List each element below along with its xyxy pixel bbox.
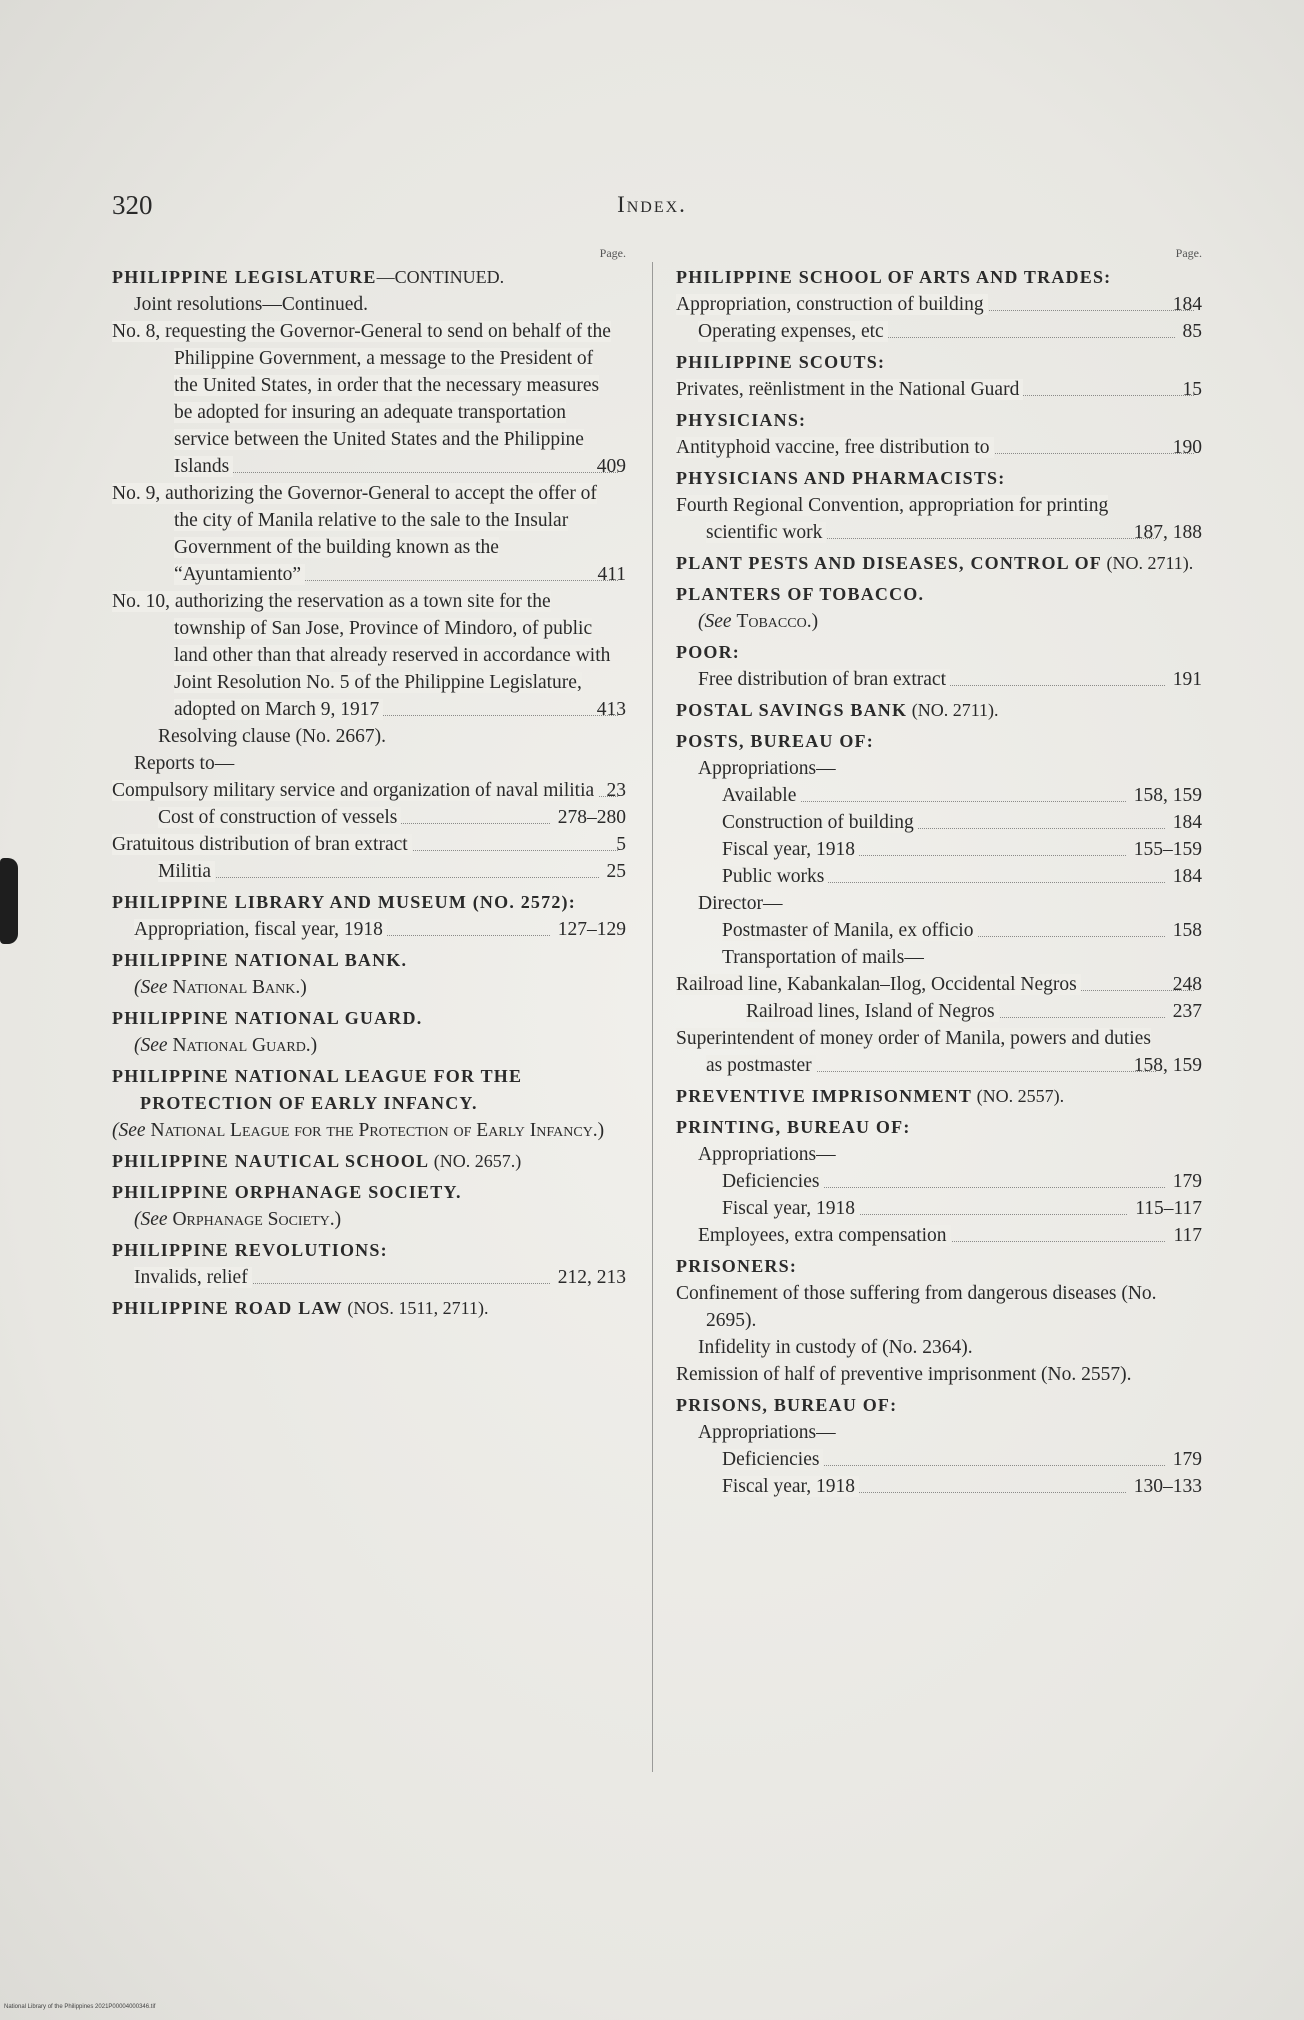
index-heading bbox=[112, 1063, 626, 1117]
entry-text-wrap bbox=[112, 480, 618, 588]
entry-text-wrap bbox=[676, 434, 1194, 461]
index-heading bbox=[112, 1005, 626, 1032]
index-subentry: Director— bbox=[698, 893, 783, 914]
index-heading bbox=[112, 264, 626, 291]
page-reference: 15 bbox=[1182, 379, 1202, 400]
index-entry-with-page bbox=[112, 777, 626, 804]
index-entry-with-page bbox=[676, 998, 1202, 1025]
heading-text: PHILIPPINE ORPHANAGE SOCIETY. bbox=[112, 1182, 462, 1202]
entry-text: Gratuitous distribution of bran extract bbox=[112, 834, 412, 855]
entry-text-wrap bbox=[676, 376, 1194, 403]
entry-text-wrap bbox=[746, 998, 1165, 1025]
see-target: National Guard.) bbox=[172, 1035, 318, 1056]
entry-text: Operating expenses, etc bbox=[698, 321, 888, 342]
page-number: 320 bbox=[112, 190, 153, 220]
entry-text: Appropriation, fiscal year, 1918 bbox=[134, 919, 387, 940]
entry-text: Railroad lines, Island of Negros bbox=[746, 1001, 999, 1022]
dot-leader bbox=[174, 472, 618, 473]
entry-text-wrap bbox=[112, 588, 618, 723]
entry-text-wrap bbox=[676, 971, 1194, 998]
see-target: Tobacco.) bbox=[736, 611, 819, 632]
page-reference: 127–129 bbox=[557, 919, 626, 940]
entry-text: Deficiencies bbox=[722, 1171, 823, 1192]
page-column-label: Page. bbox=[599, 246, 626, 260]
see-reference bbox=[112, 974, 626, 1001]
heading-text: POOR: bbox=[676, 642, 740, 662]
page-reference: 184 bbox=[1172, 294, 1202, 315]
index-entry-with-page bbox=[676, 666, 1202, 693]
page-reference: 158 bbox=[1172, 920, 1202, 941]
page-reference: 179 bbox=[1172, 1171, 1202, 1192]
index-entry-with-page bbox=[676, 291, 1202, 318]
see-target: Orphanage Society.) bbox=[172, 1209, 342, 1230]
page-column-label: Page. bbox=[1175, 246, 1202, 260]
index-subentry: Confinement of those suffering from dangerous diseases (No. 2695). bbox=[676, 1283, 1157, 1331]
entry-text: Militia bbox=[158, 861, 215, 882]
index-heading bbox=[112, 1237, 626, 1264]
page-reference: 413 bbox=[596, 699, 626, 720]
entry-text-wrap bbox=[676, 291, 1194, 318]
entry-text-wrap bbox=[112, 318, 618, 480]
heading-reference: (NO. 2711). bbox=[1101, 553, 1194, 573]
index-heading bbox=[676, 728, 1202, 755]
index-subentry: Reports to— bbox=[134, 753, 235, 774]
heading-text: PHILIPPINE LIBRARY AND MUSEUM (NO. 2572): bbox=[112, 892, 576, 912]
entry-text-wrap bbox=[112, 831, 618, 858]
index-entry-with-page bbox=[112, 831, 626, 858]
index-subentry: Resolving clause (No. 2667). bbox=[158, 726, 387, 747]
entry-text-wrap bbox=[158, 804, 550, 831]
heading-text: PHILIPPINE ROAD LAW bbox=[112, 1298, 343, 1318]
heading-text: POSTS, BUREAU OF: bbox=[676, 731, 874, 751]
index-heading bbox=[112, 889, 626, 916]
page-reference: 190 bbox=[1172, 437, 1202, 458]
page-reference: 278–280 bbox=[557, 807, 626, 828]
index-entry-with-page bbox=[112, 916, 626, 943]
entry-text: Cost of construction of vessels bbox=[158, 807, 401, 828]
entry-text-wrap bbox=[722, 1168, 1165, 1195]
index-entry-with-page bbox=[676, 1195, 1202, 1222]
entry-text: Privates, reënlistment in the National Guard bbox=[676, 379, 1023, 400]
binding-mark bbox=[0, 858, 18, 944]
index-heading bbox=[676, 639, 1202, 666]
index-heading bbox=[676, 697, 1202, 724]
page-reference: 411 bbox=[597, 564, 626, 585]
heading-reference: (NOS. 1511, 2711). bbox=[342, 1298, 489, 1318]
index-entry-with-page bbox=[676, 1025, 1202, 1079]
index-entry-with-page bbox=[676, 434, 1202, 461]
index-entry-with-page bbox=[112, 858, 626, 885]
index-subentry: Remission of half of preventive imprisonment (No. 2557). bbox=[676, 1364, 1132, 1385]
see-reference bbox=[676, 608, 1202, 635]
page-reference: 115–117 bbox=[1135, 1198, 1202, 1219]
entry-text: Railroad line, Kabankalan–Ilog, Occidental Negros bbox=[676, 974, 1081, 995]
index-entry-with-page bbox=[676, 917, 1202, 944]
entry-text-wrap bbox=[722, 1195, 1127, 1222]
entry-text: Free distribution of bran extract bbox=[698, 669, 950, 690]
index-entry-with-page bbox=[112, 1264, 626, 1291]
index-entry-with-page bbox=[676, 971, 1202, 998]
page-reference: 25 bbox=[606, 861, 626, 882]
dot-leader bbox=[158, 877, 599, 878]
index-entry-with-page bbox=[676, 863, 1202, 890]
see-prefix: (See bbox=[134, 1035, 173, 1056]
entry-text-wrap bbox=[722, 809, 1165, 836]
heading-reference: (NO. 2557). bbox=[972, 1086, 1065, 1106]
entry-text: Deficiencies bbox=[722, 1449, 823, 1470]
heading-text: PRISONS, BUREAU OF: bbox=[676, 1395, 898, 1415]
see-target: National League for the Protection of Early Infancy.) bbox=[150, 1120, 605, 1141]
see-reference bbox=[112, 1206, 626, 1233]
heading-text: PHILIPPINE REVOLUTIONS: bbox=[112, 1240, 388, 1260]
index-heading bbox=[676, 581, 1202, 608]
index-subentry: Appropriations— bbox=[698, 758, 836, 779]
page-reference: 23 bbox=[606, 780, 626, 801]
see-prefix: (See bbox=[698, 611, 737, 632]
page-reference: 184 bbox=[1172, 812, 1202, 833]
index-entry-with-page bbox=[676, 318, 1202, 345]
index-subentry: Appropriations— bbox=[698, 1144, 836, 1165]
index-entries-right bbox=[676, 264, 1202, 1500]
see-target: National Bank.) bbox=[172, 977, 307, 998]
index-heading bbox=[676, 1253, 1202, 1280]
entry-text: No. 9, authorizing the Governor-General to accept the offer of the city of Manila relative to the sale to the Insular Government of the building known as the “Ayuntamiento” bbox=[112, 483, 597, 585]
heading-text: PHILIPPINE NAUTICAL SCHOOL bbox=[112, 1151, 430, 1171]
see-prefix: (See bbox=[112, 1120, 151, 1141]
entry-text-wrap bbox=[722, 1473, 1126, 1500]
index-subentry: Joint resolutions—Continued. bbox=[134, 294, 368, 315]
heading-reference: (NO. 2711). bbox=[907, 700, 999, 720]
entry-text: No. 10, authorizing the reservation as a town site for the township of San Jose, Province of Mindoro, of public land other than that already reserved in accordance with Joint Resolution No. 5 of the Philippine Legislature, adopted on March 9, 1917 bbox=[112, 591, 611, 720]
page-reference: 248 bbox=[1172, 974, 1202, 995]
page-reference: 85 bbox=[1182, 321, 1202, 342]
index-entry-with-page bbox=[676, 1473, 1202, 1500]
heading-reference: —CONTINUED. bbox=[376, 267, 505, 287]
entry-text: Available bbox=[722, 785, 800, 806]
entry-text: Construction of building bbox=[722, 812, 918, 833]
entry-text: Appropriation, construction of building bbox=[676, 294, 988, 315]
index-heading bbox=[676, 550, 1202, 577]
heading-text: PHILIPPINE SCHOOL OF ARTS AND TRADES: bbox=[676, 267, 1112, 287]
entry-text-wrap bbox=[134, 1264, 550, 1291]
entry-text-wrap bbox=[722, 917, 1165, 944]
entry-text-wrap bbox=[158, 858, 599, 885]
entry-text: Antityphoid vaccine, free distribution to bbox=[676, 437, 994, 458]
see-reference bbox=[112, 1117, 626, 1144]
heading-text: PHILIPPINE LEGISLATURE bbox=[112, 267, 377, 287]
entry-text-wrap bbox=[698, 318, 1175, 345]
see-prefix: (See bbox=[134, 977, 173, 998]
index-heading bbox=[676, 1114, 1202, 1141]
index-heading bbox=[112, 1295, 626, 1322]
entry-text-wrap bbox=[722, 863, 1165, 890]
page-reference: 179 bbox=[1172, 1449, 1202, 1470]
page-reference: 117 bbox=[1173, 1225, 1202, 1246]
entry-text: Public works bbox=[722, 866, 828, 887]
page-reference: 130–133 bbox=[1133, 1476, 1202, 1497]
entry-text-wrap bbox=[698, 666, 1165, 693]
heading-text: PHILIPPINE NATIONAL LEAGUE FOR THE PROTECTION OF EARLY INFANCY. bbox=[112, 1066, 523, 1113]
scan-footer: National Library of the Philippines 2021P00004000346.tif bbox=[4, 2004, 156, 2010]
page-reference: 158, 159 bbox=[1133, 785, 1202, 806]
index-subentry: Appropriations— bbox=[698, 1422, 836, 1443]
index-column-left bbox=[112, 246, 626, 1322]
index-heading bbox=[676, 407, 1202, 434]
entry-text: Postmaster of Manila, ex officio bbox=[722, 920, 977, 941]
index-entry-with-page bbox=[112, 804, 626, 831]
heading-text: PHILIPPINE NATIONAL GUARD. bbox=[112, 1008, 423, 1028]
entry-text-wrap bbox=[722, 1446, 1165, 1473]
index-column-right bbox=[676, 246, 1202, 1500]
page-reference: 158, 159 bbox=[1133, 1055, 1202, 1076]
running-head: Index. bbox=[617, 192, 687, 217]
index-heading bbox=[676, 264, 1202, 291]
entry-text: Fiscal year, 1918 bbox=[722, 839, 859, 860]
index-entry-with-page bbox=[112, 588, 626, 723]
index-entry-with-page bbox=[676, 836, 1202, 863]
index-entry-with-page bbox=[676, 1446, 1202, 1473]
index-entry-with-page bbox=[676, 492, 1202, 546]
entry-text: Superintendent of money order of Manila, powers and duties as postmaster bbox=[676, 1028, 1151, 1076]
heading-text: POSTAL SAVINGS BANK bbox=[676, 700, 908, 720]
page-reference: 155–159 bbox=[1133, 839, 1202, 860]
entry-text-wrap bbox=[134, 916, 550, 943]
index-entry-with-page bbox=[676, 809, 1202, 836]
index-heading bbox=[676, 349, 1202, 376]
index-heading bbox=[112, 947, 626, 974]
index-heading bbox=[676, 1083, 1202, 1110]
entry-text: Fourth Regional Convention, appropriation for printing scientific work bbox=[676, 495, 1109, 543]
index-subentry: Transportation of mails— bbox=[722, 947, 924, 968]
heading-text: PRISONERS: bbox=[676, 1256, 798, 1276]
page-reference: 409 bbox=[596, 456, 626, 477]
entry-text-wrap bbox=[676, 1025, 1156, 1079]
entry-text: Fiscal year, 1918 bbox=[722, 1198, 859, 1219]
entry-text-wrap bbox=[722, 836, 1126, 863]
entry-text: Compulsory military service and organization of naval militia bbox=[112, 780, 598, 801]
column-divider bbox=[652, 262, 653, 1772]
heading-text: PHYSICIANS AND PHARMACISTS: bbox=[676, 468, 1006, 488]
index-entry-with-page bbox=[112, 480, 626, 588]
page-reference: 191 bbox=[1172, 669, 1202, 690]
index-entry-with-page bbox=[676, 782, 1202, 809]
entry-text: No. 8, requesting the Governor-General to send on behalf of the Philippine Government, a message to the President of the United States, in order that the necessary measures be adopted for insuring an adequate transportation service between the United States and the Philippine Islands bbox=[112, 321, 611, 477]
index-entry-with-page bbox=[112, 318, 626, 480]
index-heading bbox=[112, 1148, 626, 1175]
heading-text: PHILIPPINE NATIONAL BANK. bbox=[112, 950, 408, 970]
page-reference: 5 bbox=[616, 834, 626, 855]
index-entries-left bbox=[112, 264, 626, 1322]
heading-text: PREVENTIVE IMPRISONMENT bbox=[676, 1086, 973, 1106]
see-reference bbox=[112, 1032, 626, 1059]
heading-text: PHYSICIANS: bbox=[676, 410, 807, 430]
index-entry-with-page bbox=[676, 1168, 1202, 1195]
index-entry-with-page bbox=[676, 376, 1202, 403]
heading-reference: (NO. 2657.) bbox=[429, 1151, 522, 1171]
see-prefix: (See bbox=[134, 1209, 173, 1230]
page-reference: 212, 213 bbox=[557, 1267, 626, 1288]
index-subentry: Infidelity in custody of (No. 2364). bbox=[698, 1337, 973, 1358]
entry-text: Employees, extra compensation bbox=[698, 1225, 951, 1246]
heading-text: PLANT PESTS AND DISEASES, CONTROL OF bbox=[676, 553, 1102, 573]
entry-text-wrap bbox=[112, 777, 618, 804]
entry-text-wrap bbox=[722, 782, 1126, 809]
heading-text: PLANTERS OF TOBACCO. bbox=[676, 584, 925, 604]
page-reference: 237 bbox=[1172, 1001, 1202, 1022]
page-reference: 184 bbox=[1172, 866, 1202, 887]
index-heading bbox=[676, 465, 1202, 492]
entry-text-wrap bbox=[676, 492, 1156, 546]
entry-text-wrap bbox=[698, 1222, 1165, 1249]
entry-text: Fiscal year, 1918 bbox=[722, 1476, 859, 1497]
page-reference: 187, 188 bbox=[1133, 522, 1202, 543]
index-heading bbox=[112, 1179, 626, 1206]
heading-text: PHILIPPINE SCOUTS: bbox=[676, 352, 886, 372]
entry-text: Invalids, relief bbox=[134, 1267, 252, 1288]
heading-text: PRINTING, BUREAU OF: bbox=[676, 1117, 911, 1137]
index-heading bbox=[676, 1392, 1202, 1419]
index-entry-with-page bbox=[676, 1222, 1202, 1249]
